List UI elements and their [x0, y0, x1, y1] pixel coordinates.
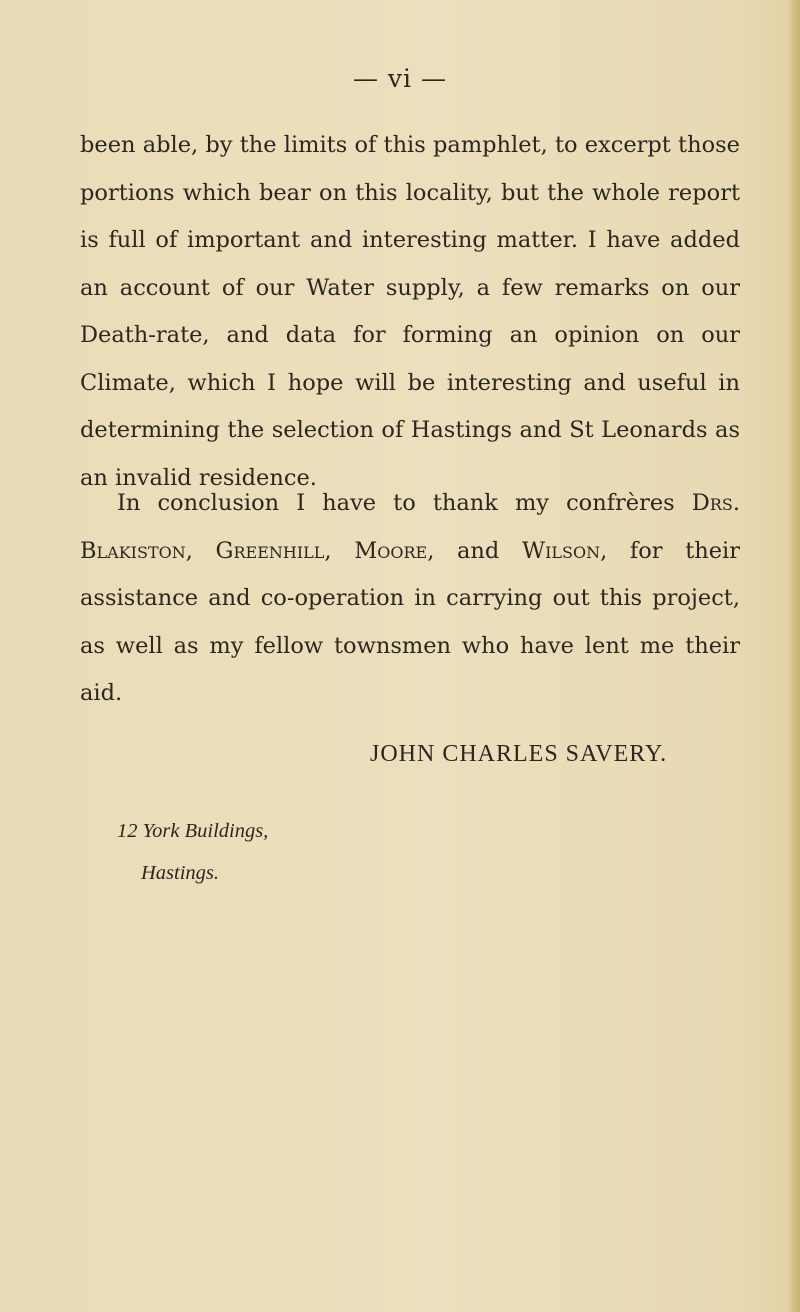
- paragraph-2-rest: for their assistance and co-operation in carrying out this project, as well as my fellow townsmen who have lent me their aid.: [80, 537, 740, 706]
- signature: JOHN CHARLES SAVERY.: [370, 741, 668, 767]
- paragraph-2-intro: In conclusion I have to thank my confrères: [117, 490, 692, 516]
- paragraph-2: [80, 480, 740, 718]
- address-line-1: 12 York Buildings,: [117, 820, 269, 842]
- page-number: — vi —: [352, 64, 447, 93]
- address-line-2: Hastings.: [141, 862, 220, 884]
- paragraph-1: been able, by the limits of this pamphlet, to excerpt those portions which bear on this locality, but the whole report is full of important and interesting matter. I have added an account of our Water supply, a few remarks on our Death-rate, and data for forming an opinion on our Climate, which I hope will be interesting and useful in determining the selection of Hastings and St Leonards as an invalid residence.: [80, 132, 740, 491]
- paragraph-2-and: and: [434, 537, 522, 564]
- paragraph-2-wilson: Wilson,: [521, 537, 608, 564]
- page-edge-shadow: [788, 0, 800, 1312]
- paragraph-2-names: Drs. Blakiston, Greenhill, Moore,: [80, 490, 740, 564]
